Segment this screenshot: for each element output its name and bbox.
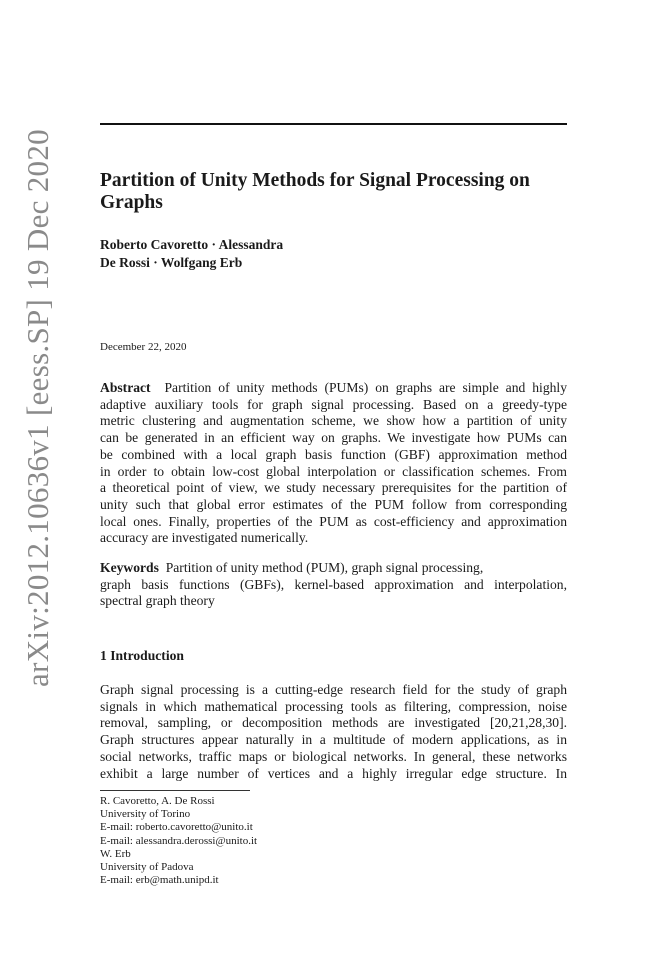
abstract-line: a theoretical point of view, we study necessary prerequisites for the partition of xyxy=(100,480,567,496)
abstract-line: adaptive auxiliary tools for graph signal processing. Based on a greedy-type xyxy=(100,396,567,412)
abstract xyxy=(100,380,567,547)
body-line: Graph signal processing is a cutting-edge research field for the study of graph xyxy=(100,682,567,697)
body-line: exhibit a large number of vertices and a highly irregular edge structure. In xyxy=(100,765,567,781)
keywords-line: Partition of unity method (PUM), graph signal processing, xyxy=(165,560,484,575)
abstract-line: in order to obtain low-cost global interpolation or classification schemes. From xyxy=(100,463,567,479)
body-line: social networks, traffic maps or biological networks. In general, these networks xyxy=(100,748,567,764)
author-line: De Rossi · Wolfgang Erb xyxy=(100,255,243,270)
footnote-line: University of Padova xyxy=(100,861,194,874)
keywords xyxy=(100,560,567,610)
keywords-label: Keywords xyxy=(100,560,159,575)
body-line: signals in which mathematical processing tools as filtering, compression, noise xyxy=(100,698,567,714)
paper-title xyxy=(100,170,567,214)
abstract-label: Abstract xyxy=(100,380,151,395)
author-list xyxy=(100,236,283,272)
footnote-line: E-mail: erb@math.unipd.it xyxy=(100,874,219,887)
author-affiliations xyxy=(100,795,257,887)
keywords-line: spectral graph theory xyxy=(100,593,215,609)
footnote-line: E-mail: alessandra.derossi@unito.it xyxy=(100,834,258,847)
body-line: removal, sampling, or decomposition methods are investigated [20,21,28,30]. xyxy=(100,715,567,731)
abstract-line: be combined with a local graph basis function (GBF) approximation method xyxy=(100,446,567,462)
author-line: Roberto Cavoretto · Alessandra xyxy=(100,237,284,252)
top-rule xyxy=(100,123,567,125)
abstract-line: can be generated in an efficient way on graphs. We investigate how PUMs can xyxy=(100,430,567,446)
introduction-paragraph xyxy=(100,682,567,782)
date: December 22, 2020 xyxy=(100,341,187,353)
abstract-line: Partition of unity methods (PUMs) on graphs are simple and highly xyxy=(164,380,567,395)
keywords-line: graph basis functions (GBFs), kernel-based approximation and interpolation, xyxy=(100,576,567,592)
body-line: Graph structures appear naturally in a multitude of modern applications, as in xyxy=(100,732,567,748)
section-heading: 1 Introduction xyxy=(100,648,184,663)
title-line: Graphs xyxy=(100,192,163,213)
abstract-line: local ones. Finally, properties of the PUM as cost-efficiency and approximation xyxy=(100,513,567,529)
abstract-line: metric clustering and augmentation scheme, we show how a partition of unity xyxy=(100,413,567,429)
abstract-line: unity such that global error estimates of the PUM follow from corresponding xyxy=(100,496,567,512)
abstract-line: accuracy are investigated numerically. xyxy=(100,530,309,546)
footnote-line: W. Erb xyxy=(100,847,131,860)
footnote-line: University of Torino xyxy=(100,808,191,821)
title-line: Partition of Unity Methods for Signal Processing on xyxy=(100,170,530,191)
arxiv-identifier-stamp: arXiv:2012.10636v1 [eess.SP] 19 Dec 2020 xyxy=(20,129,55,687)
footnote-rule xyxy=(100,790,250,791)
footnote-line: E-mail: roberto.cavoretto@unito.it xyxy=(100,821,253,834)
footnote-line: R. Cavoretto, A. De Rossi xyxy=(100,795,215,807)
